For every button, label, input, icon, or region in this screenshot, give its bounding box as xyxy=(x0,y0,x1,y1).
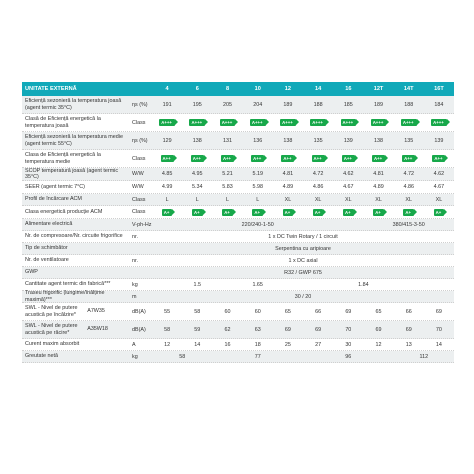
cell: 195 xyxy=(192,101,202,108)
row-label xyxy=(22,323,130,335)
cell: 4.85 xyxy=(161,171,173,177)
cell: 135 xyxy=(313,137,323,144)
cell xyxy=(243,209,273,216)
cell: 16 xyxy=(224,341,231,348)
row-r10 xyxy=(22,231,454,243)
row-sublabel: A35W18 xyxy=(87,326,108,333)
model-14: 14 xyxy=(315,86,322,92)
row-values xyxy=(152,327,454,333)
row-values xyxy=(152,222,454,228)
row-values xyxy=(152,246,454,252)
row-label-text: SWL - Nivel de putere acustică pe încălzire* xyxy=(25,305,78,318)
model-4: 4 xyxy=(165,86,169,92)
energy-class-badge: A+ xyxy=(343,209,354,216)
cell: 60 xyxy=(224,308,231,315)
cell: 4.86 xyxy=(403,184,414,190)
cell xyxy=(333,209,363,216)
cell: 27 xyxy=(315,341,322,348)
energy-class-badge: A+ xyxy=(313,209,324,216)
energy-class-badge: A+++ xyxy=(189,119,205,126)
span-cell: 58 xyxy=(179,353,186,360)
span-cell: 112 xyxy=(419,353,429,360)
cell: 136 xyxy=(253,137,263,144)
cell: 13 xyxy=(405,341,412,348)
cell xyxy=(424,209,454,216)
row-values xyxy=(152,234,454,240)
cell: 62 xyxy=(224,326,231,333)
cell: 12 xyxy=(164,341,171,348)
energy-class-badge: A++ xyxy=(402,155,415,162)
row-values xyxy=(152,282,454,288)
model-14t: 14T xyxy=(403,86,414,92)
row-values xyxy=(152,138,454,144)
row-label: Profil de încărcare ACM xyxy=(25,196,82,203)
cell: 4.62 xyxy=(343,171,354,177)
cell: 12 xyxy=(375,341,382,348)
cell: 138 xyxy=(192,137,202,144)
cell xyxy=(394,209,424,216)
cell: 69 xyxy=(315,326,322,333)
energy-class-badge: A+++ xyxy=(159,119,175,126)
cell: 5.34 xyxy=(192,184,203,190)
row-values xyxy=(152,309,454,315)
cell xyxy=(333,155,363,162)
cell xyxy=(303,209,333,216)
row-sublabel: A7W35 xyxy=(87,308,105,315)
row-label: Nr. de compresoare/Nr. circuite frigorifice xyxy=(25,233,123,240)
cell: L xyxy=(195,196,199,203)
table-header xyxy=(22,82,454,96)
row-r9 xyxy=(22,219,454,231)
row-unit: W/W xyxy=(132,171,144,177)
cell: 4.89 xyxy=(282,184,294,190)
energy-class-badge: A+++ xyxy=(250,119,266,126)
row-label: Clasa energetică producție ACM xyxy=(25,208,103,215)
cell xyxy=(303,119,333,126)
cell: 4.81 xyxy=(373,171,384,177)
row-label: SEER (agent termic 7°C) xyxy=(25,183,85,190)
row-r17 xyxy=(22,321,454,339)
cell xyxy=(212,155,242,162)
energy-class-badge: A++ xyxy=(281,155,294,162)
cell: 4.62 xyxy=(433,171,445,177)
span-cell: 220/240-1-50 xyxy=(241,221,274,228)
cell: 4.72 xyxy=(312,171,324,177)
cell xyxy=(273,155,303,162)
row-unit: nr. xyxy=(132,233,138,240)
row-unit: dB(A) xyxy=(132,308,146,315)
cell: 58 xyxy=(194,308,201,315)
row-label: Tip de schimbător xyxy=(25,245,68,252)
model-columns xyxy=(152,86,454,92)
row-values xyxy=(152,184,454,190)
energy-class-badge: A+ xyxy=(283,209,294,216)
cell: 4.67 xyxy=(433,184,445,190)
energy-class-badge: A+++ xyxy=(401,119,417,126)
model-12t: 12T xyxy=(373,86,384,92)
row-values xyxy=(152,119,454,126)
cell: 14 xyxy=(435,341,442,348)
cell xyxy=(363,155,393,162)
table-body xyxy=(22,96,454,363)
cell: 25 xyxy=(284,341,291,348)
row-values xyxy=(152,354,454,360)
cell: 188 xyxy=(313,101,323,108)
row-label: Nr. de ventilatoare xyxy=(25,257,69,264)
model-6: 6 xyxy=(195,86,199,92)
cell xyxy=(303,155,333,162)
cell: XL xyxy=(375,196,382,203)
cell: 5.21 xyxy=(222,171,233,177)
cell xyxy=(182,209,212,216)
model-16: 16 xyxy=(345,86,352,92)
row-label: GWP xyxy=(25,269,38,276)
row-values xyxy=(152,294,454,300)
cell: 70 xyxy=(435,326,442,333)
span-cell: 1.5 xyxy=(193,281,202,288)
cell: 69 xyxy=(435,308,442,315)
row-r18 xyxy=(22,339,454,351)
row-r15 xyxy=(22,291,454,303)
cell: 4.89 xyxy=(373,184,384,190)
cell: 4.86 xyxy=(312,184,324,190)
row-r11 xyxy=(22,243,454,255)
energy-class-badge: A+ xyxy=(252,209,263,216)
cell: 139 xyxy=(343,137,353,144)
span-cell: 96 xyxy=(345,353,352,360)
row-label: Clasa de Eficiență energetică la temperatura medie xyxy=(25,152,101,165)
cell: 65 xyxy=(284,308,291,315)
energy-class-badge: A++ xyxy=(251,155,264,162)
energy-class-badge: A++ xyxy=(191,155,204,162)
cell: 59 xyxy=(194,326,201,333)
cell: 185 xyxy=(343,101,353,108)
cell: L xyxy=(226,196,229,203)
cell: 66 xyxy=(405,308,412,315)
cell: 5.98 xyxy=(252,184,263,190)
cell xyxy=(363,209,393,216)
cell: L xyxy=(256,196,260,203)
energy-class-badge: A+ xyxy=(222,209,233,216)
span-cell: 380/415-3-50 xyxy=(392,221,425,228)
energy-class-badge: A++ xyxy=(221,155,234,162)
row-label xyxy=(22,305,130,317)
cell xyxy=(243,119,273,126)
span-cell: 1 x DC axial xyxy=(288,257,318,264)
row-label: Eficiență sezonieră la temperatura joasă (agent termic 35°C) xyxy=(25,98,122,111)
cell: 4.72 xyxy=(403,171,414,177)
cell: 188 xyxy=(404,101,414,108)
cell: 129 xyxy=(162,137,172,144)
row-r1 xyxy=(22,96,454,114)
energy-class-badge: A+++ xyxy=(310,119,326,126)
row-r4 xyxy=(22,150,454,168)
energy-class-badge: A+++ xyxy=(220,119,236,126)
spec-table xyxy=(22,82,454,363)
row-label: SCOP temperatură joasă (agent termic 35°C) xyxy=(25,167,119,180)
cell: 69 xyxy=(345,308,352,315)
row-r6 xyxy=(22,181,454,194)
row-unit: ηs (%) xyxy=(132,101,148,108)
cell: L xyxy=(165,196,169,203)
cell xyxy=(182,155,212,162)
cell: XL xyxy=(435,196,443,203)
cell: 5.19 xyxy=(252,171,263,177)
energy-class-badge: A++ xyxy=(312,155,325,162)
span-cell: 77 xyxy=(254,353,261,360)
cell: 138 xyxy=(374,137,384,144)
cell xyxy=(243,155,273,162)
cell xyxy=(424,119,454,126)
row-r7 xyxy=(22,194,454,206)
energy-class-badge: A+++ xyxy=(431,119,447,126)
row-unit: Class xyxy=(132,209,146,215)
row-values xyxy=(152,155,454,162)
row-r16 xyxy=(22,303,454,321)
row-r2 xyxy=(22,114,454,132)
cell: 189 xyxy=(374,101,384,108)
cell: 204 xyxy=(253,101,263,108)
cell xyxy=(212,209,242,216)
cell: 65 xyxy=(375,308,382,315)
row-r3 xyxy=(22,132,454,150)
cell xyxy=(273,209,303,216)
cell: XL xyxy=(314,196,322,203)
row-values xyxy=(152,258,454,264)
cell: 4.99 xyxy=(161,184,173,190)
cell xyxy=(333,119,363,126)
cell: 63 xyxy=(254,326,261,333)
cell: 18 xyxy=(254,341,261,348)
cell xyxy=(394,155,424,162)
cell: XL xyxy=(345,196,352,203)
span-cell: R32 / GWP 675 xyxy=(284,269,322,276)
row-values xyxy=(152,209,454,216)
energy-class-badge: A+++ xyxy=(341,119,357,126)
energy-class-badge: A++ xyxy=(372,155,385,162)
row-unit: kg xyxy=(132,281,138,288)
row-r19 xyxy=(22,351,454,363)
row-label: Curent maxim absorbit xyxy=(25,341,80,348)
row-r12 xyxy=(22,255,454,267)
row-unit: dB(A) xyxy=(132,326,146,333)
cell xyxy=(182,119,212,126)
cell: 191 xyxy=(162,101,172,108)
row-unit: ηs (%) xyxy=(132,137,148,144)
row-values xyxy=(152,342,454,348)
energy-class-badge: A+++ xyxy=(280,119,296,126)
energy-class-badge: A+ xyxy=(162,209,173,216)
cell: XL xyxy=(284,196,292,203)
row-label: Clasă de Eficiență energetică la temperatura joasă xyxy=(25,116,101,129)
row-r5 xyxy=(22,168,454,181)
cell: 138 xyxy=(283,137,293,144)
row-values xyxy=(152,270,454,276)
header-title: UNITATE EXTERNĂ xyxy=(25,85,77,92)
energy-class-badge: A+ xyxy=(434,209,445,216)
cell: 60 xyxy=(254,308,261,315)
row-r8 xyxy=(22,206,454,219)
span-cell: 1.84 xyxy=(358,281,369,288)
row-r14 xyxy=(22,279,454,291)
cell: 66 xyxy=(315,308,322,315)
cell: 58 xyxy=(164,326,171,333)
cell xyxy=(424,155,454,162)
cell: 4.67 xyxy=(343,184,354,190)
energy-class-badge: A+ xyxy=(192,209,203,216)
energy-class-badge: A+ xyxy=(403,209,414,216)
row-unit: V-ph-Hz xyxy=(132,221,152,228)
row-unit: m xyxy=(132,293,137,300)
row-label: Greutate netă xyxy=(25,353,58,360)
cell xyxy=(273,119,303,126)
model-8: 8 xyxy=(225,86,230,92)
cell xyxy=(394,119,424,126)
row-label: Eficiență sezonieră la temperatura medie (agent termic 55°C) xyxy=(25,134,123,147)
row-values xyxy=(152,102,454,108)
cell xyxy=(152,209,182,216)
cell xyxy=(363,119,393,126)
span-cell: Serpentina cu aripioare xyxy=(275,245,331,252)
cell: 69 xyxy=(405,326,412,333)
row-label-text: SWL - Nivel de putere acustică pe răcire* xyxy=(25,323,78,336)
row-unit: nr. xyxy=(132,257,138,264)
model-12: 12 xyxy=(284,86,292,92)
row-unit: Class xyxy=(132,119,146,126)
cell: XL xyxy=(405,196,413,203)
cell: 5.83 xyxy=(222,184,233,190)
cell: 69 xyxy=(375,326,382,333)
row-r13 xyxy=(22,267,454,279)
cell: 139 xyxy=(434,137,444,144)
model-10: 10 xyxy=(254,86,261,92)
row-unit: Class xyxy=(132,196,146,203)
row-unit: A xyxy=(132,341,136,348)
row-values xyxy=(152,197,454,203)
row-label: Traseu frigorific (lungime/înălțime maximă)*** xyxy=(25,290,105,303)
cell: 189 xyxy=(283,101,293,108)
row-label: Cantitate agent termic din fabrică*** xyxy=(25,281,111,288)
row-unit: Class xyxy=(132,155,146,162)
cell: 131 xyxy=(223,137,232,144)
span-cell: 1.65 xyxy=(252,281,263,288)
cell: 55 xyxy=(164,308,171,315)
cell: 135 xyxy=(404,137,414,144)
row-unit: W/W xyxy=(132,184,144,190)
cell: 69 xyxy=(284,326,291,333)
energy-class-badge: A+ xyxy=(373,209,384,216)
cell: 4.81 xyxy=(282,171,294,177)
span-cell: 30 / 20 xyxy=(294,293,312,300)
cell: 205 xyxy=(223,101,232,108)
cell: 14 xyxy=(194,341,201,348)
span-cell: 1 x DC Twin Rotary / 1 circuit xyxy=(268,233,338,240)
row-unit: kg xyxy=(132,353,138,360)
cell: 30 xyxy=(345,341,352,348)
energy-class-badge: A++ xyxy=(342,155,355,162)
model-16t: 16T xyxy=(434,86,444,92)
cell: 184 xyxy=(434,101,444,108)
row-label: Alimentare electrică xyxy=(25,221,73,228)
cell xyxy=(152,119,182,126)
row-values xyxy=(152,171,454,177)
cell: 70 xyxy=(345,326,352,333)
cell xyxy=(212,119,242,126)
energy-class-badge: A+++ xyxy=(371,119,387,126)
cell xyxy=(152,155,182,162)
cell: 4.95 xyxy=(192,171,203,177)
energy-class-badge: A++ xyxy=(432,155,445,162)
energy-class-badge: A++ xyxy=(161,155,174,162)
